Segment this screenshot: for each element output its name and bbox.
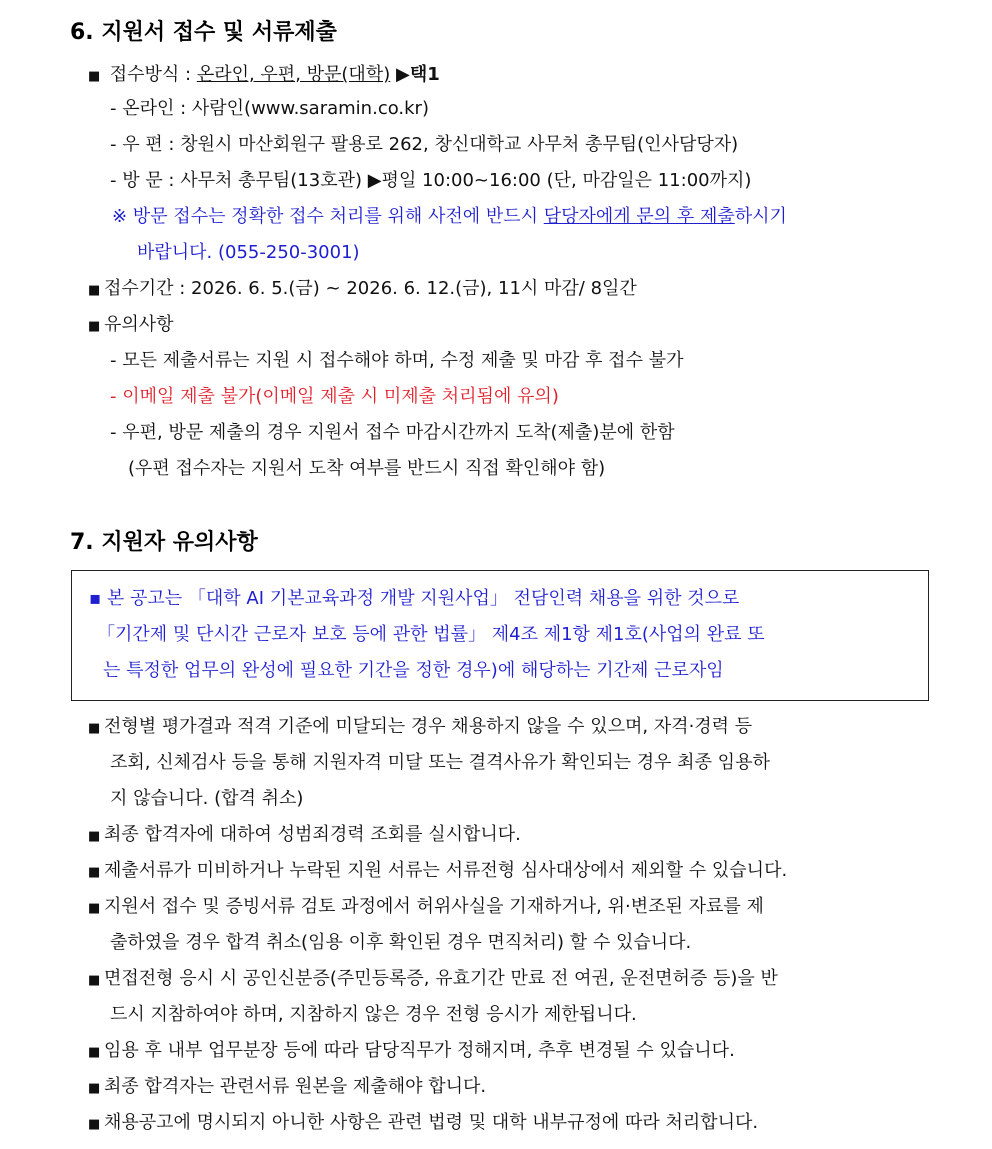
square-bullet-icon: ■ [88, 973, 101, 988]
square-bullet-icon: ■ [88, 865, 101, 880]
notice-item-5 [88, 968, 778, 990]
visit-note-text: ※ 방문 접수는 정확한 접수 처리를 위해 사전에 반드시 [112, 206, 544, 227]
notice-item-5-line-1: 면접전형 응시 시 공인신분증(주민등록증, 유효기간 만료 전 여권, 운전면허증 등)을 반 [104, 968, 778, 989]
notice-item-2-text: 최종 합격자에 대하여 성범죄경력 조회를 실시합니다. [104, 824, 521, 845]
notice-item-6-text: 임용 후 내부 업무분장 등에 따라 담당직무가 정해지며, 추후 변경될 수 있습니다. [104, 1040, 735, 1061]
square-bullet-icon: ■ [88, 319, 101, 334]
caution-1: - 모든 제출서류는 지원 시 접수해야 하며, 수정 제출 및 마감 후 접수 불가 [110, 350, 684, 371]
caution-4: (우편 접수자는 지원서 도착 여부를 반드시 직접 확인해야 함) [128, 458, 606, 479]
square-bullet-icon: ■ [88, 69, 101, 84]
notice-item-4-line-1: 지원서 접수 및 증빙서류 검토 과정에서 허위사실을 기재하거나, 위·변조된 자료를 제 [104, 896, 764, 917]
notice-item-6 [88, 1040, 735, 1062]
section-6-title: 6. 지원서 접수 및 서류제출 [70, 20, 337, 45]
notice-item-1-line-3: 지 않습니다. (합격 취소) [110, 788, 304, 809]
notice-item-1 [88, 716, 752, 738]
receipt-method-value: 온라인, 우편, 방문(대학) [196, 64, 391, 85]
notice-item-1-line-2: 조회, 신체검사 등을 통해 지원자격 미달 또는 결격사유가 확인되는 경우 최종 임용하 [110, 752, 770, 773]
notice-item-2 [88, 824, 521, 846]
notice-item-8 [88, 1112, 758, 1134]
online-line: - 온라인 : 사람인(www.saramin.co.kr) [110, 98, 429, 119]
notice-item-3 [88, 860, 787, 882]
pick-one-text: ▶택1 [395, 64, 440, 85]
visit-note-tail: 하시기 [734, 206, 787, 227]
notice-item-7-text: 최종 합격자는 관련서류 원본을 제출해야 합니다. [104, 1076, 487, 1097]
square-bullet-icon: ■ [88, 829, 101, 844]
cautions-item [88, 314, 174, 336]
notice-item-1-line-1: 전형별 평가결과 적격 기준에 미달되는 경우 채용하지 않을 수 있으며, 자격·경력 등 [104, 716, 753, 737]
receipt-method-item [88, 64, 440, 86]
receipt-method-label: 접수방식 : [109, 64, 192, 85]
visit-note-line-2: 바랍니다. (055-250-3001) [137, 242, 360, 263]
caution-3: - 우편, 방문 제출의 경우 지원서 접수 마감시간까지 도착(제출)분에 한함 [110, 422, 675, 443]
square-bullet-icon: ■ [88, 1081, 101, 1096]
post-line: - 우 편 : 창원시 마산회원구 팔용로 262, 창신대학교 사무처 총무팀(인사담당자) [110, 134, 739, 155]
notice-box-line-1: ▪ 본 공고는 「대학 AI 기본교육과정 개발 지원사업」 전담인력 채용을 위한 것으로 [89, 588, 740, 609]
section-7-title: 7. 지원자 유의사항 [70, 530, 258, 555]
notice-item-8-text: 채용공고에 명시되지 아니한 사항은 관련 법령 및 대학 내부규정에 따라 처리합니다. [104, 1112, 759, 1133]
visit-line: - 방 문 : 사무처 총무팀(13호관) ▶평일 10:00~16:00 (단, 마감일은 11:00까지) [110, 170, 752, 191]
notice-item-4-line-2: 출하였을 경우 합격 취소(임용 이후 확인된 경우 면직처리) 할 수 있습니다. [110, 932, 692, 953]
square-bullet-icon: ■ [88, 283, 101, 298]
square-bullet-icon: ■ [88, 1117, 101, 1132]
caution-2: - 이메일 제출 불가(이메일 제출 시 미제출 처리됨에 유의) [110, 386, 559, 407]
receipt-period-item [88, 278, 637, 300]
notice-item-4 [88, 896, 764, 918]
square-bullet-icon: ■ [88, 901, 101, 916]
notice-box-line-3: 는 특정한 업무의 완성에 필요한 기간을 정한 경우)에 해당하는 기간제 근로자임 [103, 660, 724, 681]
square-bullet-icon: ■ [88, 1045, 101, 1060]
visit-note-underlined: 담당자에게 문의 후 제출 [543, 206, 735, 227]
receipt-period-text: 접수기간 : 2026. 6. 5.(금) ~ 2026. 6. 12.(금), 11시 마감/ 8일간 [104, 278, 637, 299]
square-bullet-icon: ■ [88, 721, 101, 736]
notice-item-3-text: 제출서류가 미비하거나 누락된 지원 서류는 서류전형 심사대상에서 제외할 수 있습니다. [104, 860, 788, 881]
cautions-label: 유의사항 [104, 314, 174, 335]
notice-box-line-2: 「기간제 및 단시간 근로자 보호 등에 관한 법률」 제4조 제1항 제1호(사업의 완료 또 [97, 624, 765, 645]
notice-item-7 [88, 1076, 486, 1098]
visit-note-line-1 [112, 206, 787, 228]
notice-item-5-line-2: 드시 지참하여야 하며, 지참하지 않은 경우 전형 응시가 제한됩니다. [110, 1004, 637, 1025]
